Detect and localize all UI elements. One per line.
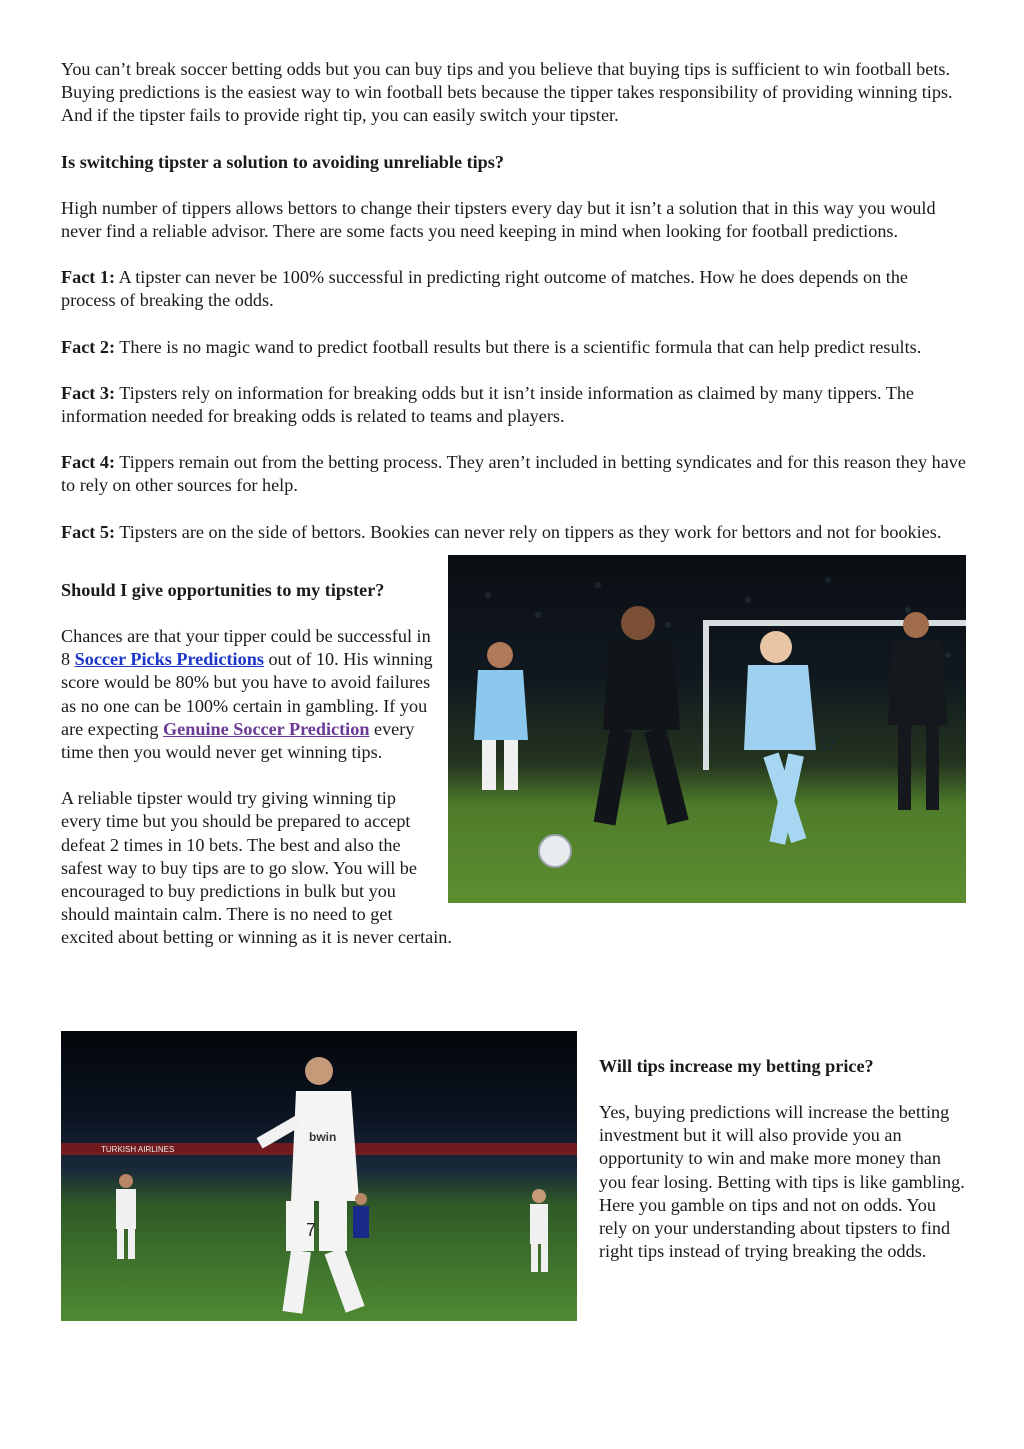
fact-label: Fact 2: bbox=[61, 336, 116, 357]
fact-label: Fact 3: bbox=[61, 382, 116, 403]
banner-text: TURKISH AIRLINES bbox=[101, 1144, 175, 1154]
fact-label: Fact 1: bbox=[61, 267, 116, 288]
section-opportunities bbox=[61, 567, 966, 973]
chances-text: Chances are that your tipper could be successful in 8 bbox=[61, 626, 431, 670]
shirt-text: bwin bbox=[309, 1129, 337, 1144]
heading-switching-tipster: Is switching tipster a solution to avoiding unreliable tips? bbox=[61, 151, 504, 172]
fact-text: A tipster can never be 100% successful in predicting right outcome of matches. How he does depends on the process of breaking the odds. bbox=[61, 267, 908, 311]
chances-text: out of 10. His winning score would be 80% but you have to avoid failures as no one can be 100% certain in gambling. If you are expecting bbox=[61, 649, 433, 739]
fact-4 bbox=[61, 451, 966, 497]
fact-text: Tipsters are on the side of bettors. Bookies can never rely on tippers as they work for bettors and not for bookies. bbox=[115, 521, 942, 542]
fact-label: Fact 4: bbox=[61, 452, 116, 473]
paragraph-high-number: High number of tippers allows bettors to change their tipsters every day but it isn’t a solution that in this way you would never find a reliable advisor. There are some facts you need keeping in mind when looking for football predictions. bbox=[61, 197, 936, 242]
article bbox=[61, 58, 966, 1325]
paragraph-reliable-tipster: A reliable tipster would try giving winning tip every time but you should be prepared to accept defeat 2 times in 10 bets. The best and also the safest way to buy tips are to go slow. You will be encouraged to buy predictions in bulk but you should maintain calm. There is no need to get excited about betting or winning as it is never certain. bbox=[61, 788, 452, 948]
soccer-player-photo bbox=[61, 1031, 577, 1321]
jersey-number: 17 bbox=[820, 736, 836, 753]
chances-text: every time then you would never get winning tips. bbox=[61, 718, 415, 763]
section-price bbox=[61, 1031, 966, 1325]
fact-text: There is no magic wand to predict football results but there is a scientific formula that can help predict results. bbox=[115, 336, 922, 357]
soccer-picks-predictions-link[interactable]: Soccer Picks Predictions bbox=[74, 649, 264, 670]
fact-text: Tipsters rely on information for breaking odds but it isn’t inside information as claimed by many tippers. The information needed for breaking odds is related to teams and players. bbox=[61, 382, 914, 427]
fact-5 bbox=[61, 521, 966, 544]
football-match-photo bbox=[448, 555, 966, 903]
genuine-soccer-prediction-link[interactable]: Genuine Soccer Prediction bbox=[163, 718, 370, 739]
intro-paragraph: You can’t break soccer betting odds but you can buy tips and you believe that buying tips is sufficient to win football bets. Buying predictions is the easiest way to win football bets because the tipper takes responsibility of providing winning tips. And if the tipster fails to provide right tip, you can easily switch your tipster. bbox=[61, 59, 953, 126]
fact-1 bbox=[61, 266, 966, 312]
fact-text: Tippers remain out from the betting process. They aren’t included in betting syndicates and for this reason they have to rely on other sources for help. bbox=[61, 452, 966, 496]
fact-2 bbox=[61, 336, 966, 359]
fact-3 bbox=[61, 382, 966, 428]
player-number: 7 bbox=[306, 1219, 317, 1240]
paragraph-yes: Yes, buying predictions will increase the betting investment but it will also provide you an opportunity to win and make more money than you fear losing. Betting with tips is like gambling. Here you gamble on tips and not on odds. You rely on your understanding about tipsters to find right tips instead of trying breaking the odds. bbox=[599, 1101, 965, 1262]
heading-price: Will tips increase my betting price? bbox=[599, 1055, 874, 1076]
heading-opportunities: Should I give opportunities to my tipster? bbox=[61, 579, 385, 600]
fact-label: Fact 5: bbox=[61, 521, 116, 542]
